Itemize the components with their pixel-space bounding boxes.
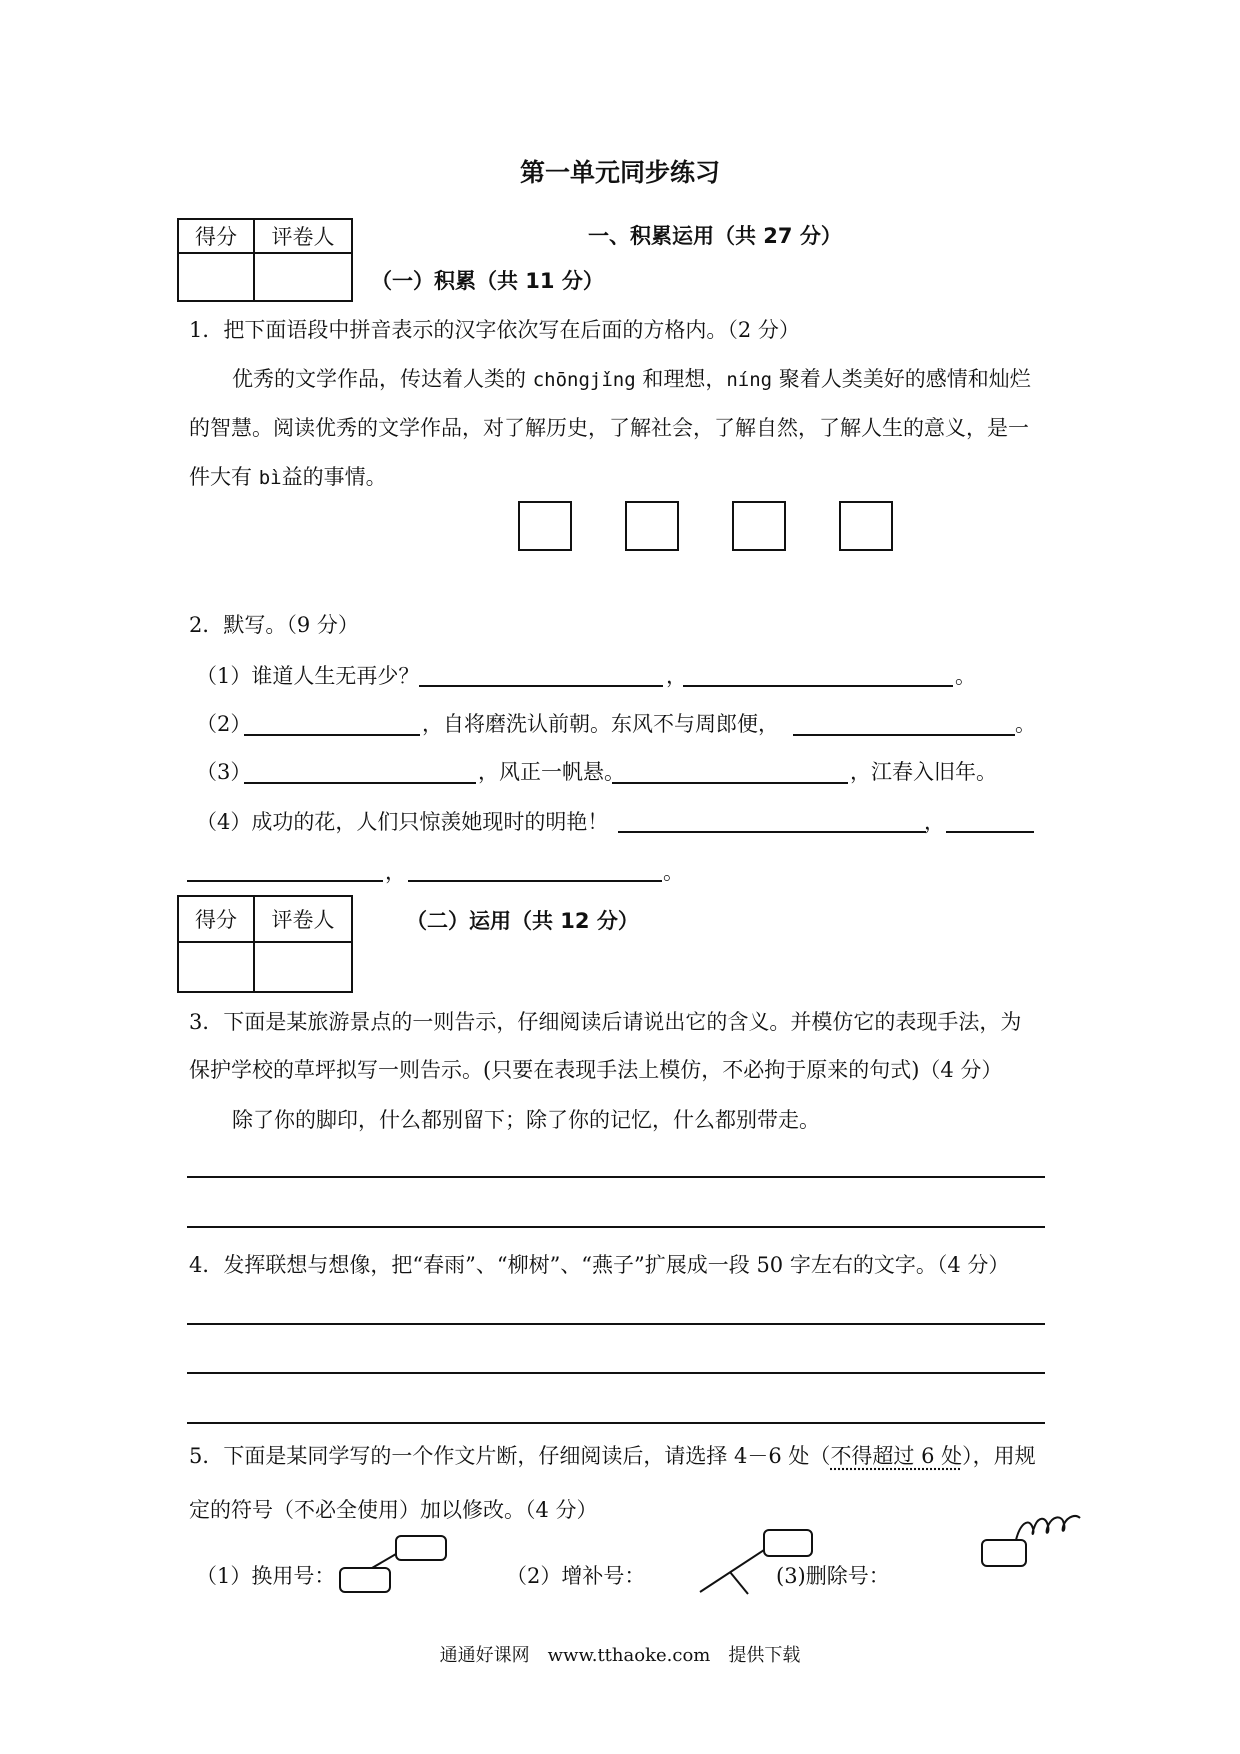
answer-box-1[interactable] [518,501,572,551]
q1-text-a: 优秀的文学作品，传达着人类的 [232,367,526,391]
q2-line2-text: ，自将磨洗认前朝。东风不与周郎便， [422,712,779,736]
answer-line-q3-2[interactable] [187,1226,1045,1228]
q2-line2-label: （2） [196,712,252,736]
q1-text-e: 益的事情。 [281,465,387,489]
grader-cell[interactable] [254,942,352,992]
score-table-2 [177,895,353,993]
q2-line2-end: 。 [1015,712,1036,736]
q5-line1 [189,1446,1036,1467]
pinyin-3: bì [258,467,282,489]
score-cell[interactable] [178,253,254,301]
answer-box-4[interactable] [839,501,893,551]
answer-line-q4-2[interactable] [187,1372,1045,1374]
blank-2-2[interactable] [793,734,1015,736]
q2-line1-end: 。 [955,664,976,688]
q1-text-b: 和理想， [642,367,727,391]
answer-line-q3-1[interactable] [187,1176,1045,1178]
section-heading: 一、积累运用（共 27 分） [588,224,842,248]
blank-2-1[interactable] [244,734,420,736]
q5-text-b: ），用规 [962,1444,1036,1468]
q5-text-a: 5．下面是某同学写的一个作文片断，仔细阅读后，请选择 4－6 处（ [189,1444,831,1468]
insert-mark-icon [690,1522,820,1602]
q2-line1-sep: ， [666,664,687,688]
q1-line3 [189,467,387,488]
answer-line-q4-1[interactable] [187,1323,1045,1325]
q2-prompt: 2．默写。（9 分） [189,613,359,637]
answer-line-q4-3[interactable] [187,1422,1045,1424]
answer-box-2[interactable] [625,501,679,551]
mark-label-insert: （2）增补号： [506,1564,646,1588]
replace-mark-icon [330,1528,450,1600]
q1-text-d: 件大有 [189,465,252,489]
score-label: 得分 [178,896,254,942]
q3-line1: 3．下面是某旅游景点的一则告示，仔细阅读后请说出它的含义。并模仿它的表现手法，为 [189,1010,1022,1034]
blank-3-2[interactable] [612,782,848,784]
pinyin-2: níng [726,369,773,391]
q2-line3-label: （3） [196,760,252,784]
mark-label-delete: (3)删除号： [776,1564,890,1588]
q4-prompt: 4．发挥联想与想像，把“春雨”、“柳树”、“燕子”扩展成一段 50 字左右的文字。（4 分） [189,1253,1010,1277]
q3-line2: 保护学校的草坪拟写一则告示。(只要在表现手法上模仿，不必拘于原来的句式)（4 分） [189,1058,1003,1082]
subsection-heading-2: （二）运用（共 12 分） [406,909,639,933]
q2-line4-text: （4）成功的花，人们只惊羡她现时的明艳！ [196,810,609,834]
blank-1-2[interactable] [683,685,953,687]
score-cell[interactable] [178,942,254,992]
blank-4-2[interactable] [946,831,1034,833]
blank-1-1[interactable] [419,685,663,687]
q2-line4-sep: ， [924,810,945,834]
q5-emphasis: 不得超过 6 处 [830,1444,963,1468]
blank-4-1[interactable] [618,831,926,833]
grader-label: 评卷人 [254,896,352,942]
q2-line1-text: （1）谁道人生无再少？ [196,664,420,688]
answer-box-3[interactable] [732,501,786,551]
blank-3-1[interactable] [244,782,476,784]
q2-line3-end: ，江春入旧年。 [850,760,997,784]
page-title: 第一单元同步练习 [519,158,720,187]
q1-text-c: 聚着人类美好的感情和灿烂 [778,367,1031,391]
score-label: 得分 [178,219,254,253]
grader-label: 评卷人 [254,219,352,253]
mark-label-replace: （1）换用号： [196,1564,336,1588]
pinyin-1: chōngjǐng [532,369,636,391]
q3-notice: 除了你的脚印，什么都别留下；除了你的记忆，什么都别带走。 [232,1108,820,1132]
q1-line2: 的智慧。阅读优秀的文学作品，对了解历史，了解社会，了解自然，了解人生的意义，是一 [189,416,1029,440]
footer-text: 通通好课网 www.tthaoke.com 提供下载 [439,1645,801,1666]
q2-line5-sep: ， [385,860,406,884]
q2-line3-text: ，风正一帆悬。 [478,760,625,784]
score-table-1 [177,218,353,302]
q1-prompt: 1．把下面语段中拼音表示的汉字依次写在后面的方格内。（2 分） [189,318,800,342]
q1-line1 [232,369,1031,390]
q2-line5-end: 。 [663,860,684,884]
q5-line2: 定的符号（不必全使用）加以修改。（4 分） [189,1498,598,1522]
delete-mark-icon [976,1504,1086,1572]
grader-cell[interactable] [254,253,352,301]
subsection-heading-1: （一）积累（共 11 分） [371,269,604,293]
blank-5-2[interactable] [408,880,662,882]
blank-5-1[interactable] [187,880,383,882]
